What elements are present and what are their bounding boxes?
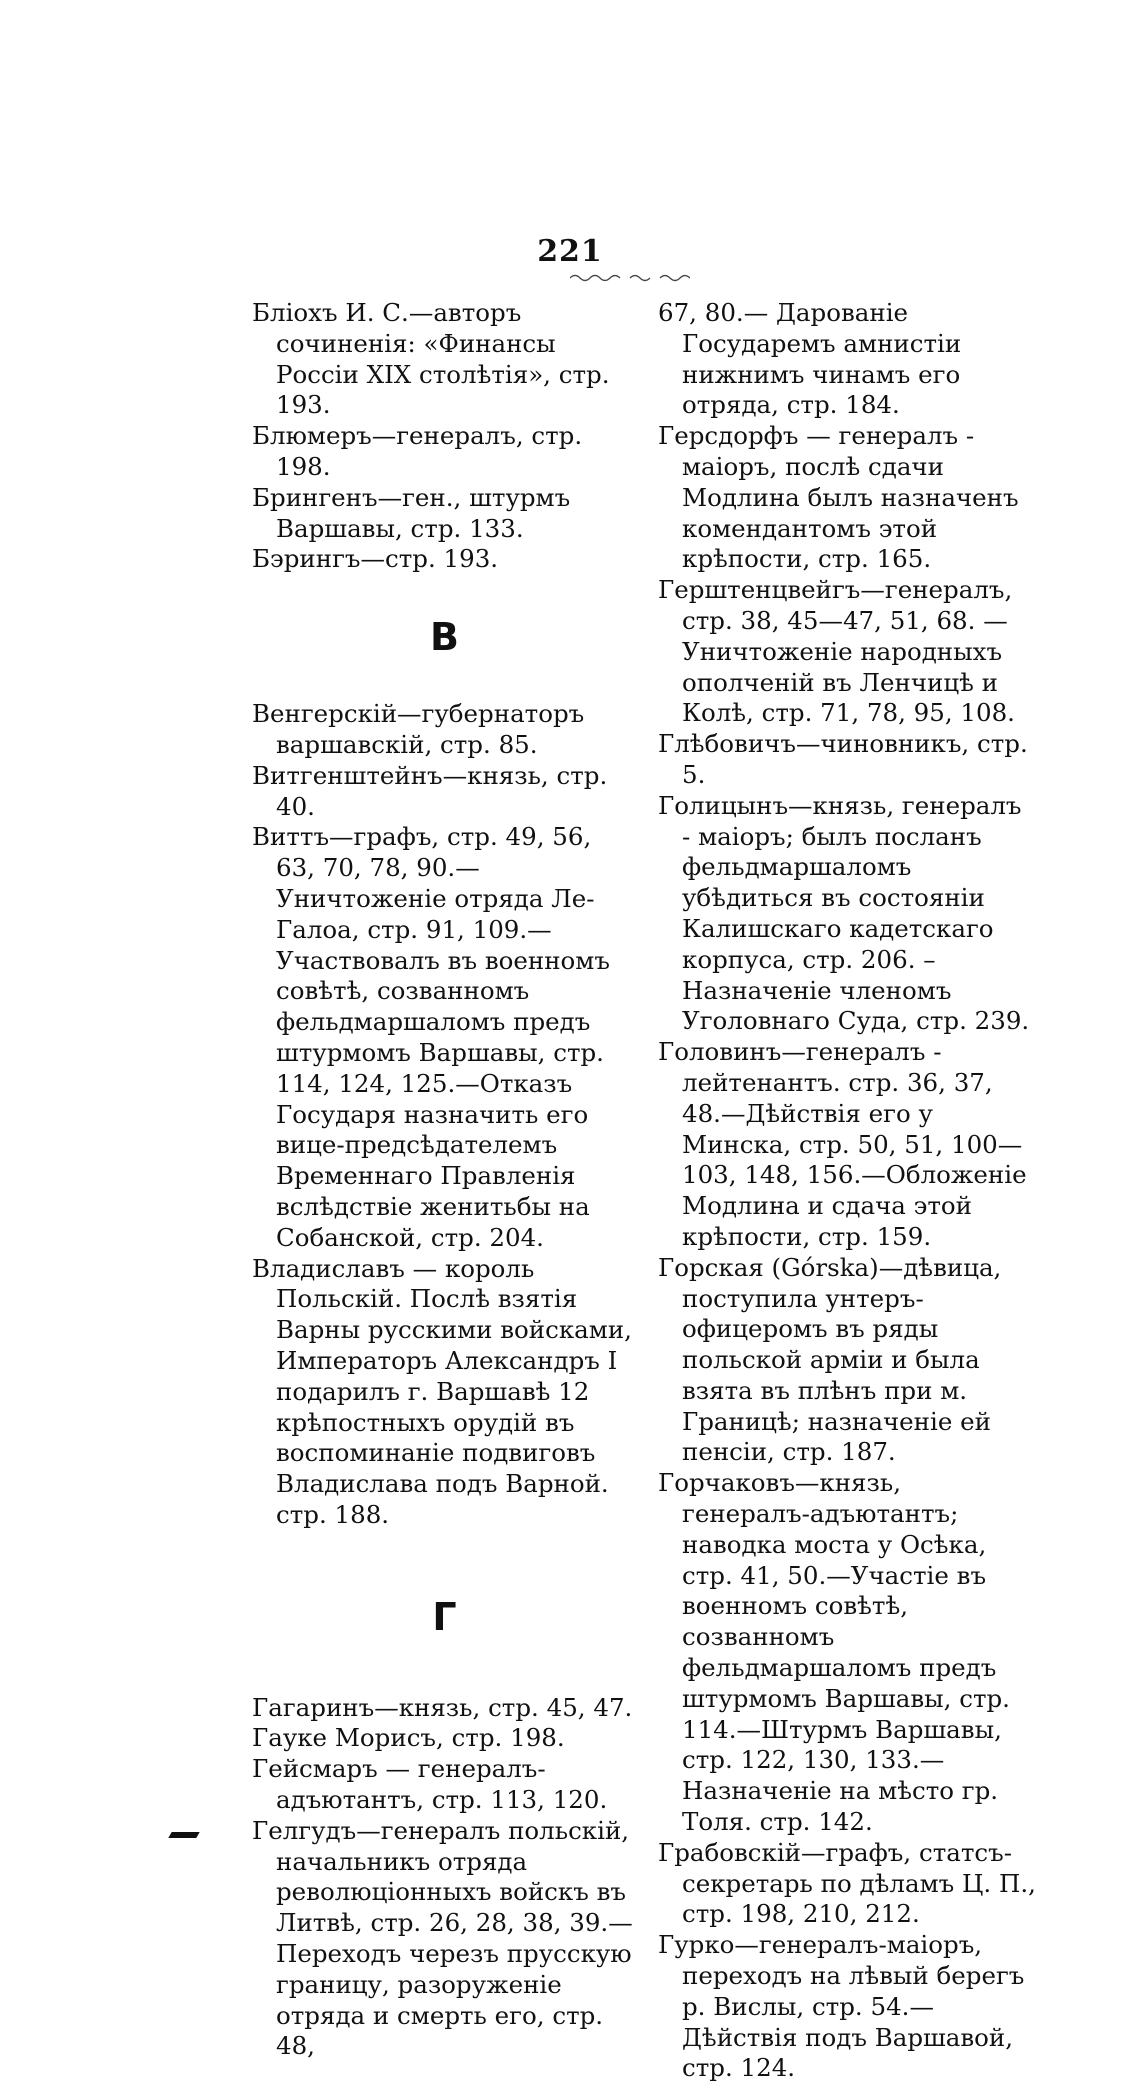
- index-entry: Гейсмаръ — генералъ-адъютантъ, стр. 113, 120.: [252, 1754, 608, 1815]
- index-entry: Владиславъ — король Польскій. Послѣ взятія Варны русскими войсками, Императоръ Александръ I подарилъ г. Варшавѣ 12 крѣпостныхъ орудій въ воспоминаніе подвиговъ Владислава подъ Варной. стр. 188.: [252, 1253, 632, 1529]
- index-entry: Бэрингъ—стр. 193.: [252, 544, 499, 574]
- index-entry: Венгерскій—губернаторъ варшавскій, стр. 85.: [252, 699, 585, 759]
- index-entry: Гурко—генералъ-маіоръ, переходъ на лѣвый берегъ р. Вислы, стр. 54.—Дѣйствія подъ Варшавой, стр. 124.: [658, 1930, 1025, 2083]
- index-entry: Горская (Górska)—дѣвица, поступила унтеръ-офицеромъ въ ряды польской арміи и была взята въ плѣнъ при м. Границѣ; назначеніе ей пенсіи, стр. 187.: [658, 1252, 1002, 1467]
- page-number-ornament: [570, 273, 690, 283]
- index-entry-continued: 67, 80.— Дарованіе Государемъ амнистіи нижнимъ чинамъ его отряда, стр. 184.: [658, 298, 962, 420]
- page-number: 221: [537, 234, 603, 269]
- index-entry: Герштенцвейгъ—генералъ, стр. 38, 45—47, 51, 68. — Уничтоженіе народныхъ ополченій въ Ленчицѣ и Колѣ, стр. 71, 78, 95, 108.: [658, 575, 1015, 728]
- scan-edge-mark: [168, 1832, 199, 1838]
- index-entry: Брингенъ—ген., штурмъ Варшавы, стр. 133.: [252, 482, 571, 543]
- section-letter-heading: В: [430, 615, 459, 660]
- index-entry: Голицынъ—князь, генералъ - маіоръ; былъ посланъ фельдмаршаломъ убѣдиться въ состояніи Калишскаго кадетскаго корпуса, стр. 206. – Назначеніе членомъ Уголовнаго Суда, стр. 239.: [658, 790, 1030, 1036]
- index-entry: Виттъ—графъ, стр. 49, 56, 63, 70, 78, 90.—Уничтоженіе отряда Ле-Галоа, стр. 91, 109.—Участвовалъ въ военномъ совѣтѣ, созванномъ фельдмаршаломъ предъ штурмомъ Варшавы, стр. 114, 124, 125.—Отказъ Государя назначить его вице-предсѣдателемъ Временнаго Правленія вслѣдствіе женитьбы на Собанской, стр. 204.: [252, 822, 610, 1252]
- index-entry: Герсдорфъ — генералъ - маіоръ, послѣ сдачи Модлина былъ назначенъ комендантомъ этой крѣпости, стр. 165.: [658, 421, 1019, 574]
- index-entry: Блюмеръ—генералъ, стр. 198.: [252, 421, 583, 481]
- index-entry: Глѣбовичъ—чиновникъ, стр. 5.: [658, 729, 1028, 789]
- index-entry: Бліохъ И. С.—авторъ сочиненія: «Финансы Россіи XIX столѣтія», стр. 193.: [252, 298, 610, 420]
- index-column-left: [252, 298, 637, 2062]
- index-entry: Головинъ—генералъ - лейтенантъ. стр. 36, 37, 48.—Дѣйствія его у Минска, стр. 50, 51, 100—103, 148, 156.—Обложеніе Модлина и сдача этой крѣпости, стр. 159.: [658, 1037, 1027, 1251]
- section-letter-heading: Г: [432, 1594, 457, 1639]
- index-entry: Гелгудъ—генералъ польскій, начальникъ отряда революціонныхъ войскъ въ Литвѣ, стр. 26, 28, 38, 39.— Переходъ черезъ прусскую границу, разоруженіе отряда и смерть его, стр. 48,: [252, 1815, 633, 2061]
- index-column-right: [658, 298, 1036, 2084]
- index-entry: Грабовскій—графъ, статсъ-секретарь по дѣламъ Ц. П., стр. 198, 210, 212.: [658, 1837, 1036, 1929]
- index-entry: Гауке Морисъ, стр. 198.: [252, 1723, 565, 1753]
- index-entry: Горчаковъ—князь, генералъ-адъютантъ; наводка моста у Осѣка, стр. 41, 50.—Участіе въ военномъ совѣтѣ, созванномъ фельдмаршаломъ предъ штурмомъ Варшавы, стр. 114.—Штурмъ Варшавы, стр. 122, 130, 133.— Назначеніе на мѣсто гр. Толя. стр. 142.: [658, 1468, 1010, 1837]
- index-entry: Витгенштейнъ—князь, стр. 40.: [252, 760, 608, 821]
- index-entry: Гагаринъ—князь, стр. 45, 47.: [252, 1692, 633, 1722]
